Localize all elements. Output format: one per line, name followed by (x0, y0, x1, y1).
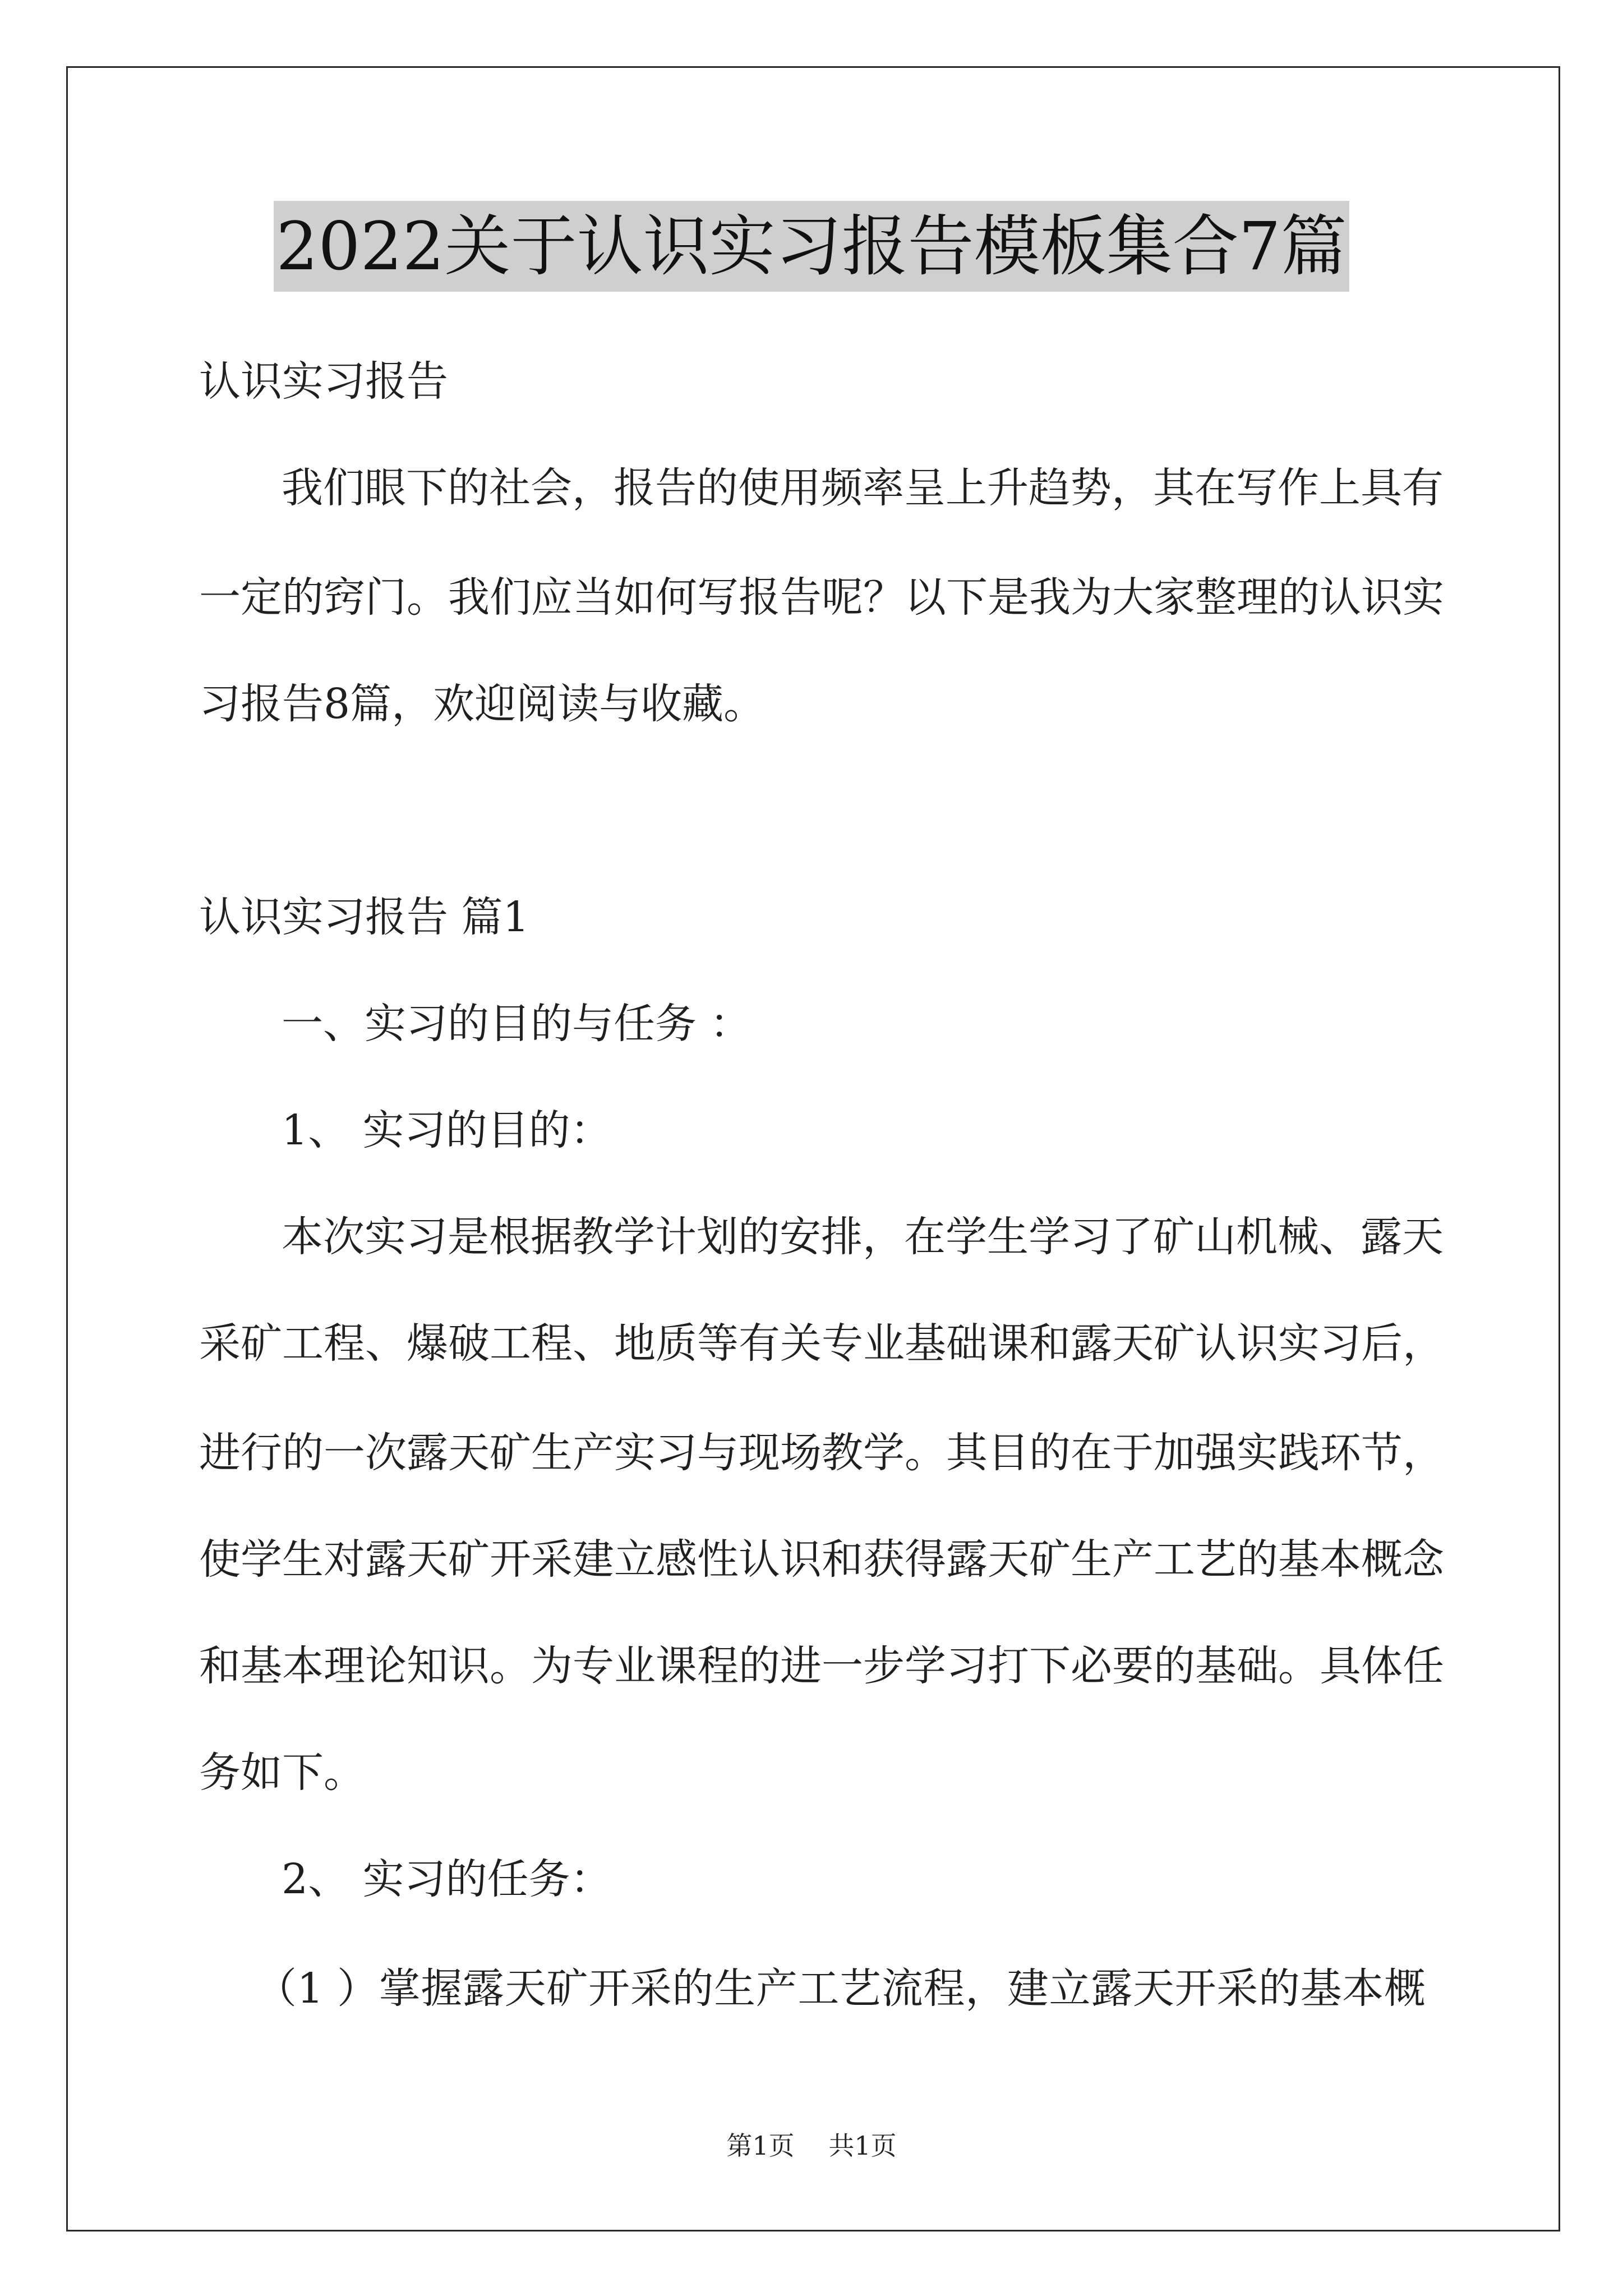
paragraph-line: 采矿工程、爆破工程、地质等有关专业基础课和露天矿认识实习后， (199, 1319, 1444, 1368)
section-heading: 认识实习报告 (199, 357, 448, 406)
subheading: 2、 实习的任务： (282, 1855, 612, 1903)
subheading: 一、实习的目的与任务 ： (282, 1000, 751, 1048)
page-number: 第1页 (726, 2131, 795, 2161)
paragraph-line: 和基本理论知识。为专业课程的进一步学习打下必要的基础。具体任 (199, 1642, 1444, 1690)
section-heading: 认识实习报告 篇1 (199, 893, 529, 941)
paragraph-line: 务如下。 (199, 1749, 365, 1797)
page-footer (0, 2129, 1623, 2162)
paragraph-line: 使学生对露天矿开采建立感性认识和获得露天矿生产工艺的基本概念 (199, 1535, 1444, 1584)
title-container (0, 201, 1623, 292)
paragraph-line: 习报告8篇，欢迎阅读与收藏。 (199, 680, 766, 728)
paragraph-line: （1 ）掌握露天矿开采的生产工艺流程，建立露天开采的基本概 (255, 1964, 1426, 2013)
subheading: 1、 实习的目的： (282, 1106, 612, 1154)
page-total: 共1页 (828, 2131, 897, 2161)
paragraph-line: 进行的一次露天矿生产实习与现场教学。其目的在于加强实践环节， (199, 1429, 1444, 1477)
paragraph-line: 本次实习是根据教学计划的安排，在学生学习了矿山机械、露天 (282, 1213, 1444, 1261)
document-title: 2022关于认识实习报告模板集合7篇 (274, 201, 1349, 292)
paragraph-line: 一定的窍门。我们应当如何写报告呢？以下是我为大家整理的认识实 (199, 573, 1444, 622)
paragraph-line: 我们眼下的社会，报告的使用频率呈上升趋势，其在写作上具有 (282, 464, 1444, 512)
